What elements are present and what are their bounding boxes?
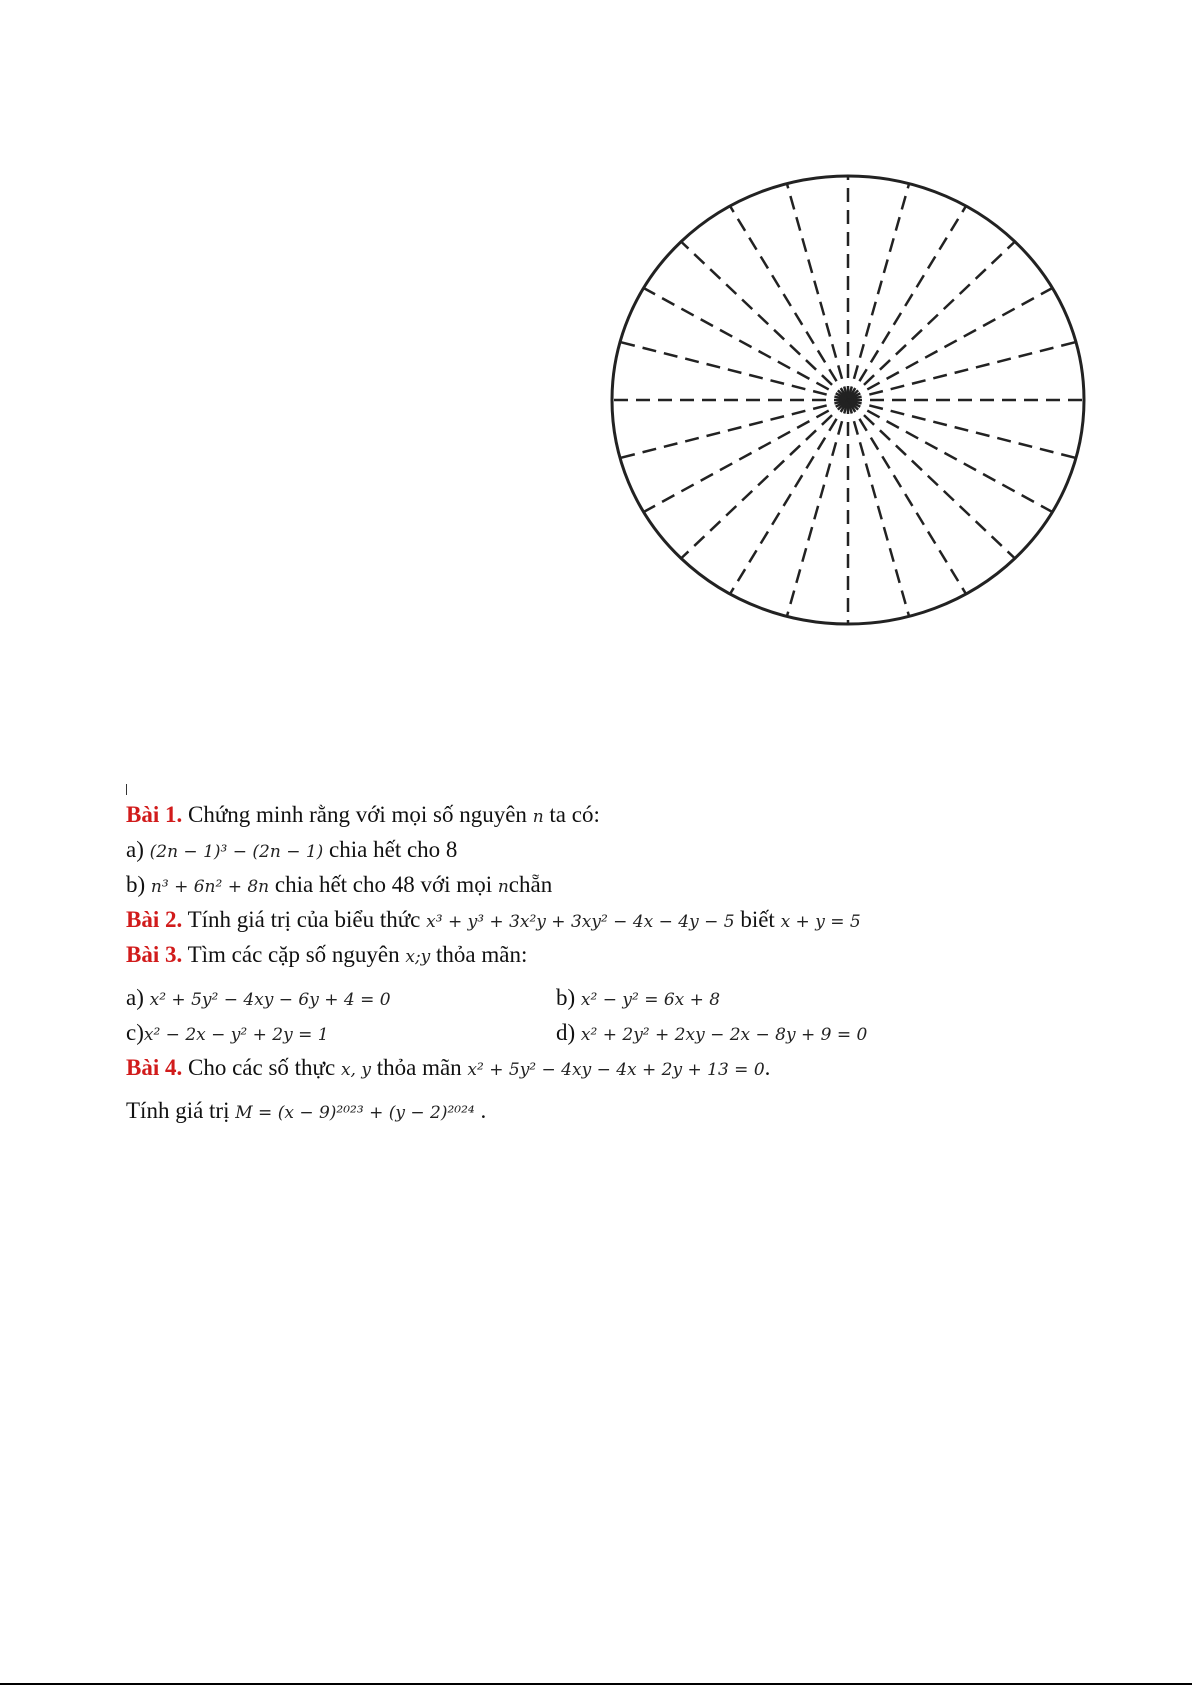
problem-1b-text2: chẵn xyxy=(508,872,553,897)
problem-1b-expr: n³ + 6n² + 8n xyxy=(150,877,270,897)
problem-3-vars: x;y xyxy=(405,947,431,967)
radius-line xyxy=(848,242,1015,400)
dashed-radii xyxy=(612,176,1084,624)
problem-4-expr: x² + 5y² − 4xy − 4x + 2y + 13 = 0 xyxy=(467,1060,765,1080)
problem-3d-label: d) xyxy=(556,1020,576,1045)
problem-2-expr: x³ + y³ + 3x²y + 3xy² − 4x − 4y − 5 xyxy=(426,912,735,932)
problem-3-text2: thỏa mãn: xyxy=(436,942,528,967)
problem-4-end: . xyxy=(480,1098,487,1123)
radius-line xyxy=(681,242,848,400)
problem-3c-expr: x² − 2x − y² + 2y = 1 xyxy=(143,1025,329,1045)
problem-1-label: Bài 1. xyxy=(126,802,183,827)
radius-line xyxy=(848,184,909,400)
problem-1-heading xyxy=(126,802,600,828)
problem-3-text: Tìm các cặp số nguyên xyxy=(187,942,400,967)
problem-1a-expr: (2n − 1)³ − (2n − 1) xyxy=(149,842,324,862)
radius-line xyxy=(730,400,848,594)
radius-line xyxy=(644,400,848,512)
radius-line xyxy=(787,400,848,616)
problem-1b-text: chia hết cho 48 với mọi xyxy=(274,872,493,897)
problem-4-text: Cho các số thực xyxy=(187,1055,336,1080)
problem-4-period: . xyxy=(764,1055,771,1080)
radius-line xyxy=(620,400,848,458)
problem-1-var: n xyxy=(532,807,544,827)
problem-4 xyxy=(126,1055,770,1081)
problem-4-text2: thỏa mãn xyxy=(376,1055,462,1080)
problem-3b-expr: x² − y² = 6x + 8 xyxy=(580,990,721,1010)
problem-2-condition: x + y = 5 xyxy=(780,912,861,932)
radius-line xyxy=(848,206,966,400)
problem-3b xyxy=(556,985,720,1011)
text-cursor xyxy=(126,784,127,795)
radius-line xyxy=(644,288,848,400)
problem-4-text3: Tính giá trị xyxy=(126,1098,230,1123)
radius-line xyxy=(730,206,848,400)
radius-line xyxy=(787,184,848,400)
radius-line xyxy=(681,400,848,558)
problem-1-text: Chứng minh rằng với mọi số nguyên xyxy=(187,802,527,827)
radius-line xyxy=(848,400,1076,458)
radius-line xyxy=(848,400,1015,558)
radius-line xyxy=(848,400,966,594)
problem-4-vars: x, y xyxy=(340,1060,371,1080)
problem-1b-label: b) xyxy=(126,872,146,897)
problem-3a-label: a) xyxy=(126,985,144,1010)
problem-4-question xyxy=(126,1098,486,1124)
problem-3b-label: b) xyxy=(556,985,576,1010)
problem-3-row-ab xyxy=(126,985,1086,1011)
radius-line xyxy=(848,400,1052,512)
problem-4-m-expr: M = (x − 9)²⁰²³ + (y − 2)²⁰²⁴ xyxy=(235,1103,475,1123)
problem-3c-label: c) xyxy=(126,1020,144,1045)
problem-2-label: Bài 2. xyxy=(126,907,183,932)
problem-2 xyxy=(126,907,861,933)
radius-line xyxy=(848,342,1076,400)
radius-line xyxy=(848,288,1052,400)
problem-3a-expr: x² + 5y² − 4xy − 6y + 4 = 0 xyxy=(149,990,391,1010)
problem-2-text: Tính giá trị của biểu thức xyxy=(187,907,421,932)
problem-3-label: Bài 3. xyxy=(126,942,183,967)
problem-2-text2: biết xyxy=(740,907,775,932)
problem-1-text2: ta có: xyxy=(549,802,600,827)
radius-line xyxy=(620,342,848,400)
problem-3d xyxy=(556,1020,867,1046)
problem-1a-label: a) xyxy=(126,837,144,862)
problem-1a-text: chia hết cho 8 xyxy=(329,837,458,862)
problem-1b-var: n xyxy=(497,877,509,897)
problem-3-row-cd xyxy=(126,1020,1086,1046)
problem-1a xyxy=(126,837,457,863)
problem-3-heading xyxy=(126,942,527,968)
problem-3d-expr: x² + 2y² + 2xy − 2x − 8y + 9 = 0 xyxy=(580,1025,868,1045)
problem-1b xyxy=(126,872,552,898)
radius-line xyxy=(848,400,909,616)
problem-4-label: Bài 4. xyxy=(126,1055,183,1080)
circle-diagram xyxy=(608,172,1088,632)
